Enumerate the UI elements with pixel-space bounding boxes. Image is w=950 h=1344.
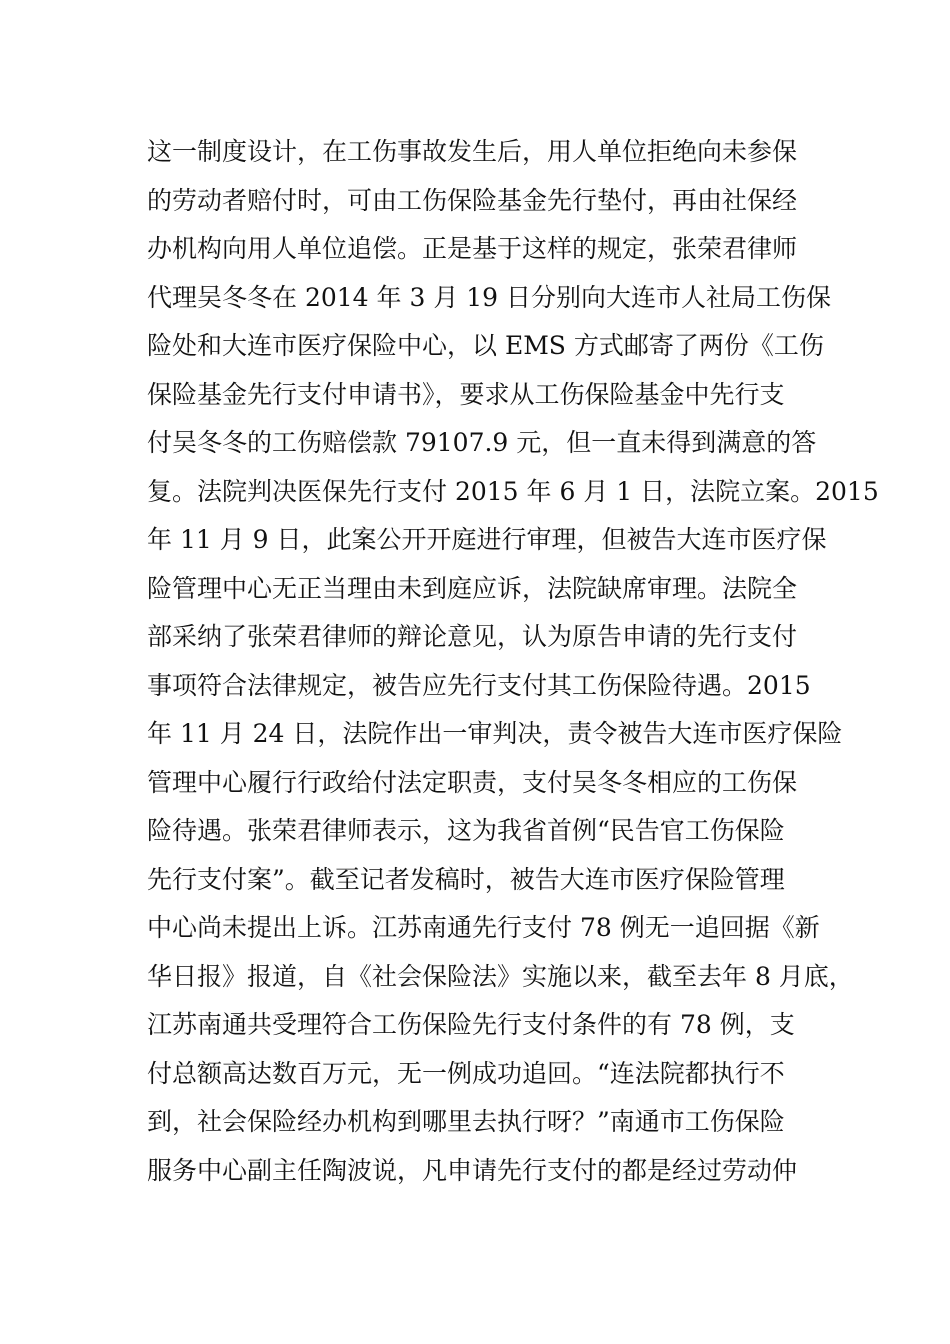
text-line: 中心尚未提出上诉。江苏南通先行支付 78 例无一追回据《新 <box>147 913 820 942</box>
text-line: 险处和大连市医疗保险中心，以 EMS 方式邮寄了两份《工伤 <box>147 331 824 360</box>
text-line: 险待遇。张荣君律师表示，这为我省首例“民告官工伤保险 <box>147 816 785 845</box>
text-line: 这一制度设计，在工伤事故发生后，用人单位拒绝向未参保 <box>147 137 798 166</box>
text-line: 复。法院判决医保先行支付 2015 年 6 月 1 日，法院立案。2015 <box>147 476 879 506</box>
text-line: 办机构向用人单位追偿。正是基于这样的规定，张荣君律师 <box>147 234 798 263</box>
text-line: 年 11 月 24 日，法院作出一审判决，责令被告大连市医疗保险 <box>147 719 843 748</box>
text-line: 的劳动者赔付时，可由工伤保险基金先行垫付，再由社保经 <box>147 185 798 215</box>
text-line: 服务中心副主任陶波说，凡申请先行支付的都是经过劳动仲 <box>147 1155 798 1185</box>
text-line: 部采纳了张荣君律师的辩论意见，认为原告申请的先行支付 <box>147 622 798 651</box>
text-line: 保险基金先行支付申请书》，要求从工伤保险基金中先行支 <box>147 379 785 409</box>
text-line: 险管理中心无正当理由未到庭应诉，法院缺席审理。法院全 <box>147 573 798 603</box>
text-line: 先行支付案”。截至记者发稿时，被告大连市医疗保险管理 <box>147 864 785 894</box>
text-line: 江苏南通共受理符合工伤保险先行支付条件的有 78 例，支 <box>147 1010 795 1039</box>
text-line: 付总额高达数百万元，无一例成功追回。“连法院都执行不 <box>147 1058 785 1088</box>
text-line: 代理吴冬冬在 2014 年 3 月 19 日分别向大连市人社局工伤保 <box>147 282 832 312</box>
text-line: 付吴冬冬的工伤赔偿款 79107.9 元，但一直未得到满意的答 <box>147 428 817 457</box>
text-line: 年 11 月 9 日，此案公开开庭进行审理，但被告大连市医疗保 <box>147 525 827 554</box>
text-line: 管理中心履行行政给付法定职责，支付吴冬冬相应的工伤保 <box>147 767 798 797</box>
body-paragraph <box>147 128 879 1195</box>
text-line: 华日报》报道，自《社会保险法》实施以来，截至去年 8 月底， <box>147 961 854 991</box>
text-line: 到，社会保险经办机构到哪里去执行呀？”南通市工伤保险 <box>147 1107 785 1136</box>
text-line: 事项符合法律规定，被告应先行支付其工伤保险待遇。2015 <box>147 670 811 700</box>
